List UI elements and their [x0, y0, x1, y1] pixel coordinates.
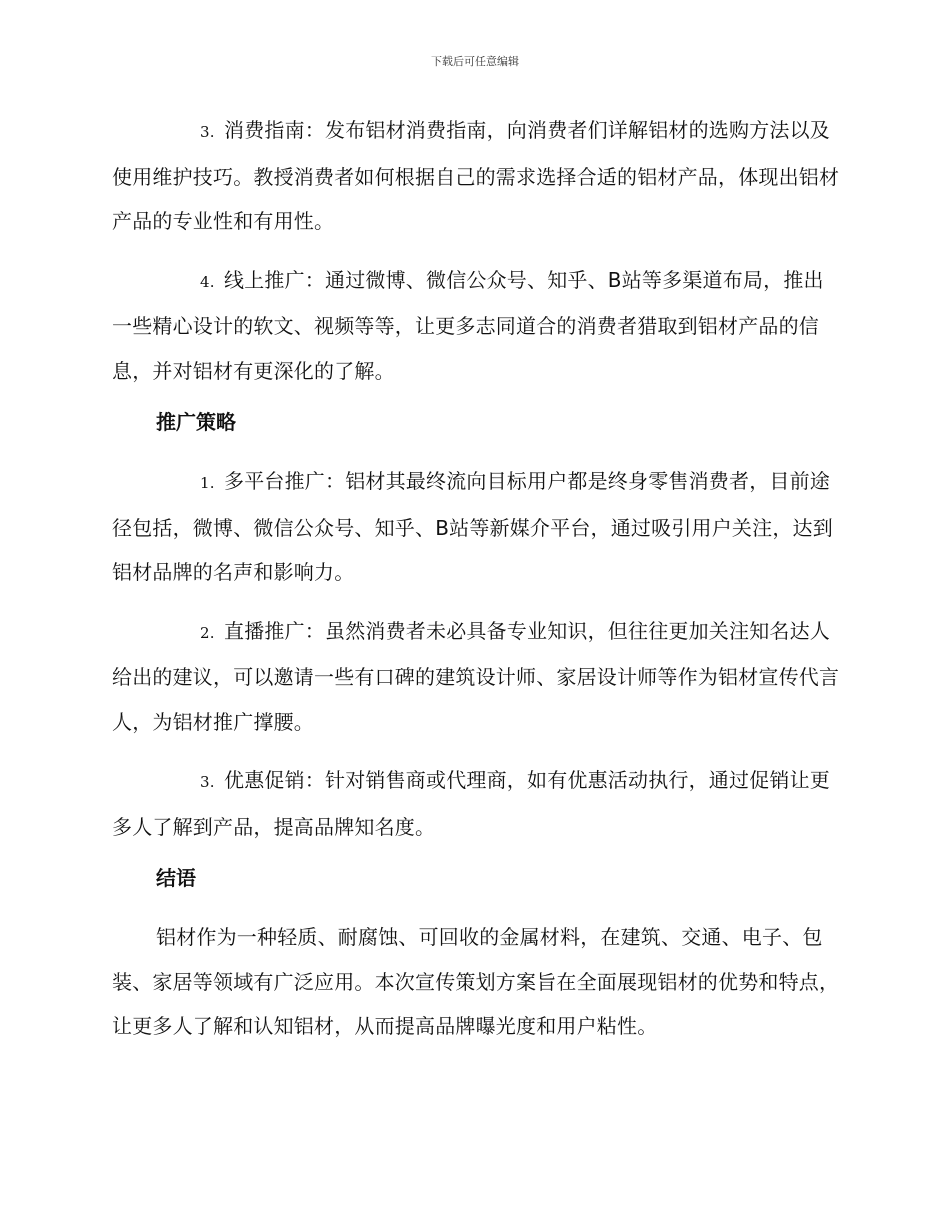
list-item-live-stream [112, 609, 840, 745]
document-body [112, 108, 840, 1063]
list-item-text: 多平台推广：铝材其最终流向目标用户都是终身零售消费者，目前途径包括，微博、微信公众号、知乎、B站等新媒介平台，通过吸引用户关注，达到铝材品牌的名声和影响力。 [112, 469, 833, 584]
list-item-multi-platform [112, 459, 840, 595]
list-item-consumer-guide [112, 108, 840, 244]
list-item-text: 优惠促销：针对销售商或代理商，如有优惠活动执行，通过促销让更多人了解到产品，提高品牌知名度。 [112, 768, 830, 839]
list-number: 2. [200, 623, 215, 642]
list-number: 3. [200, 773, 215, 791]
section-heading-strategy: 推广策略 [156, 410, 236, 434]
list-item-text: 直播推广：虽然消费者未必具备专业知识，但往往更加关注知名达人给出的建议，可以邀请一些有口碑的建筑设计师、家居设计师等作为铝材宣传代言人，为铝材推广撑腰。 [112, 618, 840, 734]
page-header: 下载后可任意编辑 [431, 55, 519, 68]
list-item-text: 线上推广：通过微博、微信公众号、知乎、B站等多渠道布局，推出一些精心设计的软文、视频等等，让更多志同道合的消费者猎取到铝材产品的信息，并对铝材有更深化的了解。 [112, 267, 824, 383]
list-item-online-promotion [112, 258, 840, 394]
list-item-discount [112, 758, 840, 849]
list-item-text: 消费指南：发布铝材消费指南，向消费者们详解铝材的选购方法以及使用维护技巧。教授消费者如何根据自己的需求选择合适的铝材产品，体现出铝材产品的专业性和有用性。 [112, 118, 840, 233]
list-number: 4. [200, 272, 215, 291]
conclusion-paragraph: 铝材作为一种轻质、耐腐蚀、可回收的金属材料，在建筑、交通、电子、包装、家居等领域有广泛应用。本次宣传策划方案旨在全面展现铝材的优势和特点，让更多人了解和认知铝材，从而提高品牌曝光度和用户粘性。 [112, 925, 840, 1038]
section-heading-conclusion: 结语 [156, 866, 196, 890]
list-number: 1. [200, 474, 215, 492]
list-number: 3. [200, 123, 215, 141]
